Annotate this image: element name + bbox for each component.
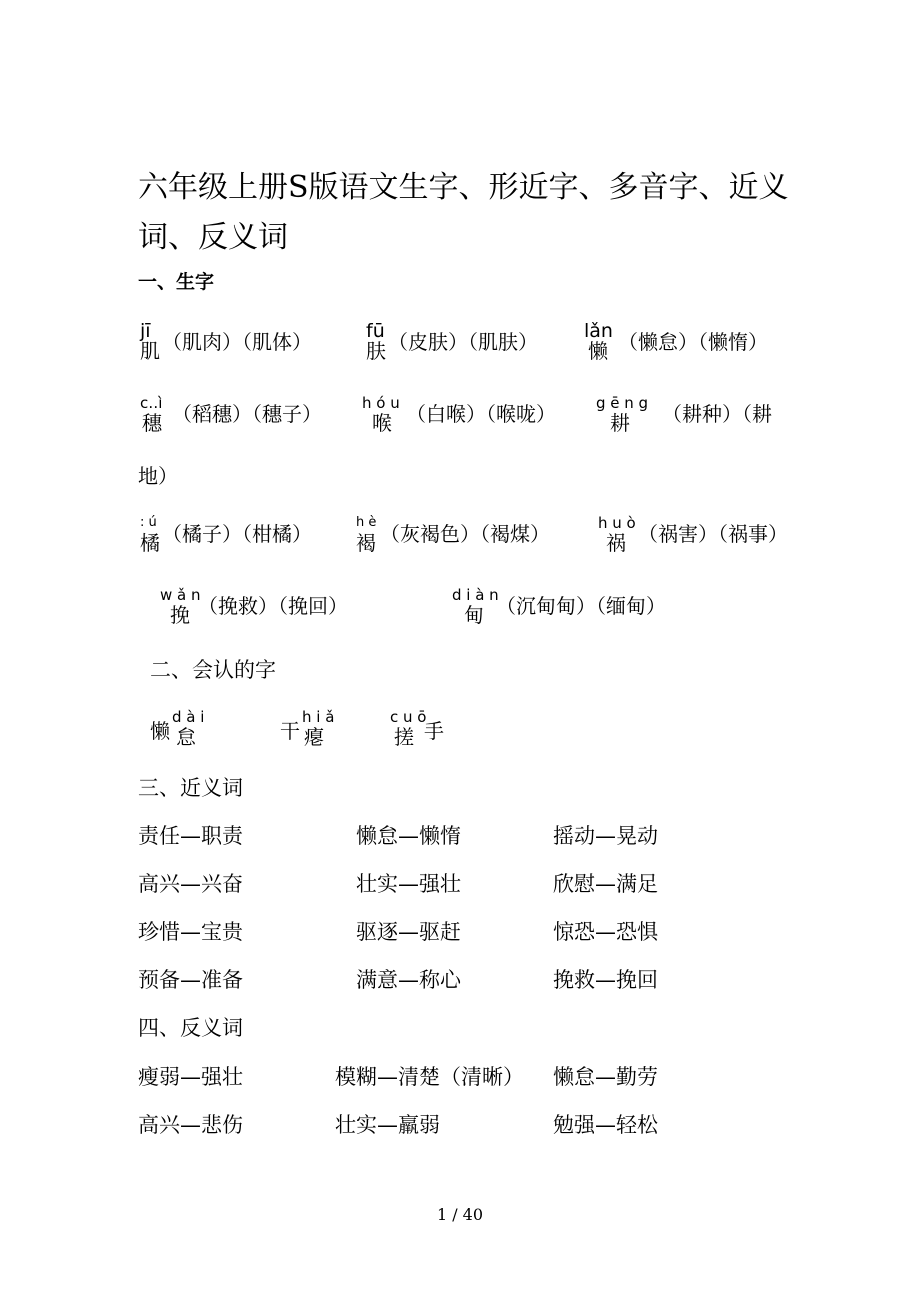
character: 喉	[372, 411, 392, 435]
synonym-pair: 惊恐—恐惧	[553, 920, 658, 944]
antonym-pair: 模糊—清楚（清晰）	[335, 1065, 524, 1089]
page-number: 1 / 40	[436, 1205, 484, 1224]
character: 褐	[356, 531, 376, 555]
new-char-row	[0, 584, 920, 644]
synonym-pair: 预备—准备	[138, 968, 243, 992]
synonym-pair: 珍惜—宝贵	[138, 920, 243, 944]
pinyin: w ǎ n	[160, 586, 201, 604]
pinyin: : ú	[140, 515, 157, 530]
antonym-pair: 高兴—悲伤	[138, 1113, 243, 1137]
new-char-row	[0, 392, 920, 452]
section-heading-synonyms: 三、近义词	[138, 776, 243, 800]
example-words: （耕种）（耕	[662, 402, 772, 426]
synonym-pair: 欣慰—满足	[553, 872, 658, 896]
prefix-character: 懒	[150, 719, 170, 743]
example-words: （祸害）（祸事）	[638, 522, 788, 546]
synonym-pair: 挽救—挽回	[553, 968, 658, 992]
suffix-character: 手	[424, 719, 444, 743]
pinyin: g ē n g	[596, 394, 649, 412]
synonym-pair: 高兴—兴奋	[138, 872, 243, 896]
pinyin: h ó u	[362, 394, 400, 412]
pinyin: d i à n	[452, 586, 499, 604]
example-words: （肌肉）（肌体）	[162, 330, 312, 354]
prefix-character: 干	[280, 719, 300, 743]
pinyin: jī	[140, 320, 151, 342]
character: 甸	[464, 603, 484, 627]
antonym-pair: 勉强—轻松	[553, 1113, 658, 1137]
synonym-pair: 壮实—强壮	[356, 872, 461, 896]
example-words: （灰褐色）（褐煤）	[380, 522, 550, 546]
pinyin: c u ō	[390, 708, 427, 726]
example-words: （沉甸甸）（缅甸）	[496, 594, 666, 618]
example-words: （挽救）（挽回）	[198, 594, 348, 618]
character: 懒	[588, 339, 608, 363]
character: 怠	[176, 725, 196, 749]
character: 搓	[394, 725, 414, 749]
new-char-row	[0, 512, 920, 572]
synonym-pair: 满意—称心	[356, 968, 461, 992]
character: 橘	[140, 531, 160, 555]
line-continuation: 地）	[138, 464, 178, 488]
example-words: （橘子）（柑橘）	[162, 522, 312, 546]
pinyin: h u ò	[598, 514, 636, 532]
synonym-pair: 驱逐—驱赶	[356, 920, 461, 944]
synonym-pair: 摇动—晃动	[553, 824, 658, 848]
new-char-row	[0, 320, 920, 380]
pinyin: c‥ì	[140, 394, 163, 412]
antonym-pair: 壮实—羸弱	[335, 1113, 440, 1137]
synonym-pair: 责任—职责	[138, 824, 243, 848]
character: 耕	[610, 411, 630, 435]
pinyin: fū	[366, 320, 385, 342]
character: 挽	[170, 603, 190, 627]
example-words: （懒怠）（懒惰）	[618, 330, 768, 354]
pinyin: h è	[356, 515, 377, 530]
character: 瘪	[304, 725, 324, 749]
section-heading-recognize-characters: 二、会认的字	[150, 658, 276, 682]
antonym-pair: 瘦弱—强壮	[138, 1065, 243, 1089]
example-words: （皮肤）（肌肤）	[388, 330, 538, 354]
character: 祸	[606, 531, 626, 555]
antonym-pair: 懒怠—勤劳	[553, 1065, 658, 1089]
section-heading-new-characters: 一、生字	[138, 271, 215, 293]
pinyin: d à i	[172, 708, 205, 726]
pinyin: h i ǎ	[302, 708, 335, 726]
pinyin: lǎn	[584, 320, 613, 342]
character: 肤	[366, 339, 386, 363]
section-heading-antonyms: 四、反义词	[138, 1016, 243, 1040]
example-words: （白喉）（喉咙）	[406, 402, 556, 426]
character: 穗	[142, 411, 162, 435]
document-title: 六年级上册S版语文生字、形近字、多音字、近义词、反义词	[138, 170, 789, 255]
character: 肌	[140, 339, 160, 363]
example-words: （稻穗）（穗子）	[172, 402, 322, 426]
synonym-pair: 懒怠—懒惰	[356, 824, 461, 848]
